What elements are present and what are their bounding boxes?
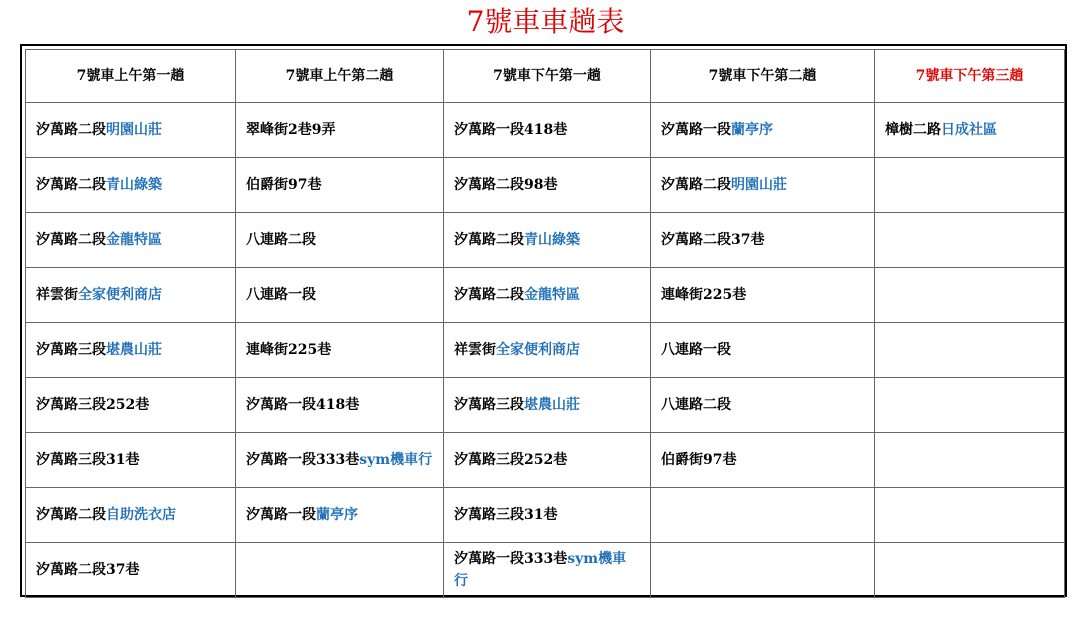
table-cell (444, 488, 651, 543)
cell-address: 汐萬路二段37巷 (36, 562, 140, 578)
cell-address: 汐萬路二段 (36, 232, 106, 248)
cell-address: 連峰街225巷 (661, 287, 747, 303)
cell-address: 汐萬路三段 (454, 397, 524, 413)
cell-landmark: 明園山莊 (106, 122, 162, 138)
cell-landmark: 蘭亭序 (316, 507, 358, 523)
table-cell (875, 543, 1065, 598)
header-cell: 7號車下午第三趟 (875, 50, 1065, 103)
table-cell (651, 488, 875, 543)
table-cell (236, 158, 444, 213)
table-cell (875, 323, 1065, 378)
cell-landmark: 青山綠築 (106, 177, 162, 193)
header-cell: 7號車下午第一趟 (444, 50, 651, 103)
table-row (26, 543, 1065, 598)
cell-address: 八連路二段 (661, 397, 731, 413)
cell-address: 汐萬路三段 (36, 342, 106, 358)
table-cell (875, 103, 1065, 158)
cell-address: 汐萬路二段 (661, 177, 731, 193)
table-cell (651, 323, 875, 378)
cell-address: 伯爵街97巷 (661, 452, 737, 468)
table-cell (26, 323, 236, 378)
cell-landmark: 堪農山莊 (524, 397, 580, 413)
table-cell (651, 378, 875, 433)
cell-address: 汐萬路一段418巷 (246, 397, 360, 413)
cell-address: 汐萬路三段252巷 (36, 397, 150, 413)
cell-address: 伯爵街97巷 (246, 177, 322, 193)
cell-address: 八連路一段 (661, 342, 731, 358)
table-cell (651, 543, 875, 598)
cell-landmark: 自助洗衣店 (106, 507, 176, 523)
cell-address: 汐萬路一段418巷 (454, 122, 568, 138)
cell-landmark: 青山綠築 (524, 232, 580, 248)
table-cell (26, 488, 236, 543)
cell-address: 樟樹二路 (885, 122, 941, 138)
cell-address: 汐萬路三段31巷 (454, 507, 558, 523)
cell-address: 汐萬路二段 (36, 122, 106, 138)
cell-landmark: 全家便利商店 (78, 287, 162, 303)
cell-landmark: 堪農山莊 (106, 342, 162, 358)
table-row (26, 378, 1065, 433)
table-cell (236, 103, 444, 158)
cell-landmark: 全家便利商店 (496, 342, 580, 358)
cell-address: 汐萬路一段 (246, 507, 316, 523)
cell-address: 汐萬路一段 (661, 122, 731, 138)
cell-address: 汐萬路二段 (454, 287, 524, 303)
header-cell: 7號車上午第二趟 (236, 50, 444, 103)
table-cell (875, 433, 1065, 488)
cell-address: 連峰街225巷 (246, 342, 332, 358)
table-cell (651, 213, 875, 268)
table-cell (236, 323, 444, 378)
table-cell (26, 158, 236, 213)
table-cell (651, 158, 875, 213)
table-row (26, 268, 1065, 323)
schedule-table (25, 49, 1065, 598)
table-cell (236, 268, 444, 323)
table-cell (444, 158, 651, 213)
header-cell: 7號車上午第一趟 (26, 50, 236, 103)
table-cell (651, 103, 875, 158)
table-row (26, 158, 1065, 213)
table-row (26, 433, 1065, 488)
header-cell: 7號車下午第二趟 (651, 50, 875, 103)
cell-address: 汐萬路二段 (36, 507, 106, 523)
cell-landmark: sym機車行 (359, 452, 433, 468)
cell-address: 翠峰街2巷9弄 (246, 122, 336, 138)
table-cell (236, 213, 444, 268)
cell-address: 汐萬路二段 (36, 177, 106, 193)
cell-landmark: 蘭亭序 (731, 122, 773, 138)
table-cell (875, 488, 1065, 543)
table-cell (875, 158, 1065, 213)
table-cell (875, 268, 1065, 323)
table-row (26, 488, 1065, 543)
cell-address: 汐萬路三段31巷 (36, 452, 140, 468)
cell-landmark: 日成社區 (941, 122, 997, 138)
table-cell (236, 433, 444, 488)
table-cell (26, 213, 236, 268)
table-cell (26, 268, 236, 323)
table-cell (444, 103, 651, 158)
table-cell (26, 543, 236, 598)
table-row (26, 103, 1065, 158)
table-row (26, 213, 1065, 268)
cell-address: 汐萬路三段252巷 (454, 452, 568, 468)
schedule-table-frame (20, 44, 1067, 597)
cell-address: 八連路二段 (246, 232, 316, 248)
table-row (26, 323, 1065, 378)
table-cell (875, 213, 1065, 268)
cell-landmark: 金龍特區 (524, 287, 580, 303)
page-title: 7號車車趟表 (466, 5, 625, 38)
cell-address: 汐萬路二段98巷 (454, 177, 558, 193)
cell-landmark: 金龍特區 (106, 232, 162, 248)
cell-address: 祥雲街 (36, 287, 78, 303)
table-cell (26, 378, 236, 433)
table-cell (236, 543, 444, 598)
cell-address: 八連路一段 (246, 287, 316, 303)
table-cell (444, 433, 651, 488)
table-cell (444, 378, 651, 433)
table-cell (444, 213, 651, 268)
table-cell (651, 268, 875, 323)
table-cell (26, 433, 236, 488)
table-cell (236, 378, 444, 433)
table-cell (236, 488, 444, 543)
cell-address: 汐萬路一段333巷 (454, 551, 568, 567)
table-cell (26, 103, 236, 158)
table-cell (651, 433, 875, 488)
cell-landmark: sym機車行 (454, 551, 627, 589)
schedule-table-body (26, 50, 1065, 598)
cell-address: 祥雲街 (454, 342, 496, 358)
cell-address: 汐萬路一段333巷 (246, 452, 360, 468)
table-cell (444, 323, 651, 378)
header-row (26, 50, 1065, 103)
table-cell (444, 268, 651, 323)
cell-landmark: 明園山莊 (731, 177, 787, 193)
table-cell (444, 543, 651, 598)
cell-address: 汐萬路二段37巷 (661, 232, 765, 248)
cell-address: 汐萬路二段 (454, 232, 524, 248)
table-cell (875, 378, 1065, 433)
